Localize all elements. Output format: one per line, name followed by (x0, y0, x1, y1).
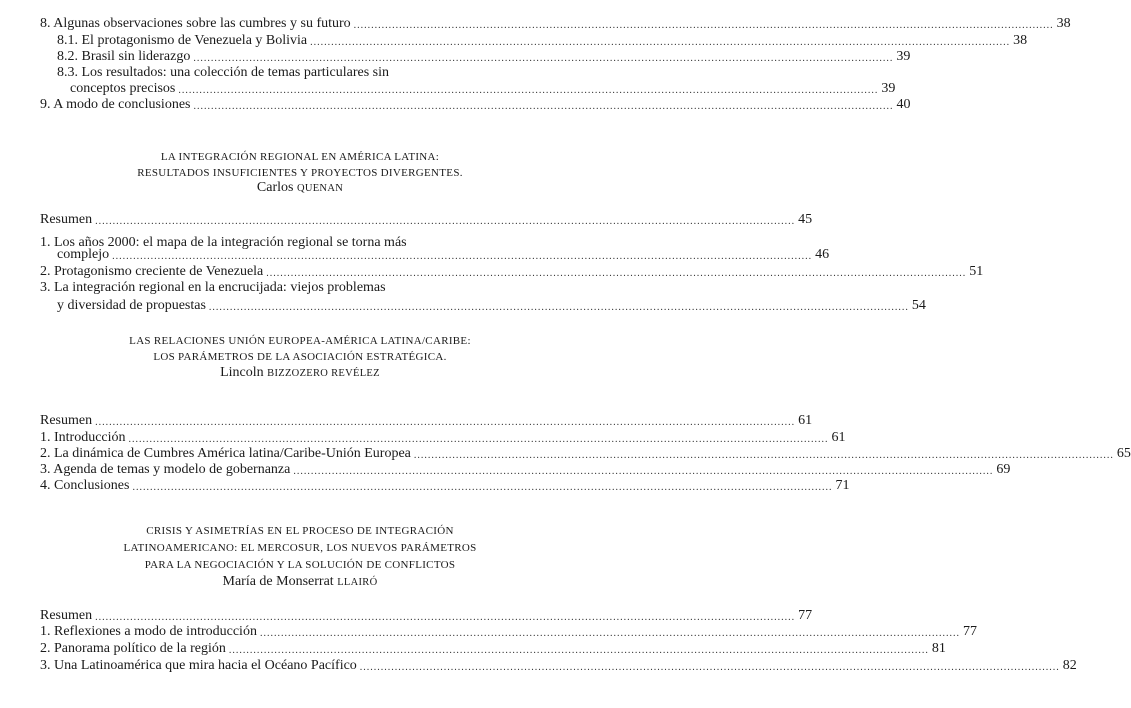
toc-entry-title: 3. Agenda de temas y modelo de gobernanza (40, 462, 291, 477)
toc-page-number: 61 (831, 430, 846, 445)
toc-entry-title: y diversidad de propuestas (57, 298, 206, 313)
author-last-name: BIZZOZERO REVÉLEZ (267, 368, 380, 379)
toc-entry-title: complejo (57, 247, 110, 262)
toc-entry[interactable] (40, 15, 1071, 33)
author-last-name: QUENAN (296, 183, 344, 194)
chapter-title-line: LAS RELACIONES UNIÓN EUROPEA-AMÉRICA LATINA/CARIBE: (129, 335, 471, 347)
toc-page-number: 38 (1056, 16, 1071, 31)
leader-dots: ........................................................................................................................................................................................................ (95, 612, 796, 623)
leader-dots: ........................................................................................................................................................................................................ (310, 37, 1011, 48)
toc-page-number: 45 (798, 212, 813, 227)
toc-entry[interactable] (57, 246, 830, 264)
toc-entry-title: 1. Reflexiones a modo de introducción (40, 624, 257, 639)
toc-entry-title: Resumen (40, 413, 93, 428)
toc-page-number: 46 (815, 247, 830, 262)
toc-entry-title: 1. Los años 2000: el mapa de la integración regional se torna más (40, 235, 407, 250)
toc-entry-title: 8.1. El protagonismo de Venezuela y Bolivia (57, 33, 308, 48)
toc-entry-title: 8.3. Los resultados: una colección de temas particulares sin (57, 65, 390, 80)
chapter-title-line: RESULTADOS INSUFICIENTES Y PROYECTOS DIVERGENTES. (137, 167, 463, 179)
leader-dots: ........................................................................................................................................................................................................ (132, 482, 833, 493)
toc-entry-title: 8. Algunas observaciones sobre las cumbres y su futuro (40, 16, 351, 31)
chapter-title-line: CRISIS Y ASIMETRÍAS EN EL PROCESO DE INTEGRACIÓN (146, 525, 454, 537)
leader-dots: ........................................................................................................................................................................................................ (95, 216, 796, 227)
toc-entry[interactable] (57, 297, 926, 315)
toc-entry-title: 2. La dinámica de Cumbres América latina/Caribe-Unión Europea (40, 446, 411, 461)
toc-entry[interactable] (40, 279, 560, 297)
leader-dots: ........................................................................................................................................................................................................ (359, 662, 1060, 673)
toc-page-number: 54 (911, 298, 926, 313)
toc-entry[interactable] (40, 211, 813, 229)
author-last-name: LLAIRÓ (337, 577, 378, 588)
toc-entry-title: 2. Panorama político de la región (40, 641, 226, 656)
leader-dots: ........................................................................................................................................................................................................ (208, 302, 909, 313)
toc-entry-title: 3. La integración regional en la encrucijada: viejos problemas (40, 280, 386, 295)
author-first-name: Carlos (256, 180, 294, 195)
leader-dots: ........................................................................................................................................................................................................ (259, 628, 960, 639)
toc-entry[interactable] (40, 477, 850, 495)
toc-entry-title: 4. Conclusiones (40, 478, 130, 493)
toc-entry-title: Resumen (40, 608, 93, 623)
leader-dots: ........................................................................................................................................................................................................ (112, 251, 813, 262)
toc-page-number: 38 (1013, 33, 1028, 48)
toc-page-number: 69 (996, 462, 1011, 477)
toc-entry[interactable] (40, 640, 946, 658)
chapter-title-line: LATINOAMERICANO: EL MERCOSUR, LOS NUEVOS PARÁMETROS (123, 542, 477, 554)
toc-entry-title: Resumen (40, 212, 93, 227)
toc-entry-title: 9. A modo de conclusiones (40, 97, 191, 112)
leader-dots: ........................................................................................................................................................................................................ (193, 101, 894, 112)
leader-dots: ........................................................................................................................................................................................................ (266, 268, 967, 279)
toc-page-number: 82 (1062, 658, 1077, 673)
toc-page-number: 71 (835, 478, 850, 493)
leader-dots: ........................................................................................................................................................................................................ (293, 466, 994, 477)
chapter-author (0, 179, 600, 198)
toc-page-number: 61 (798, 413, 813, 428)
toc-page-number: 51 (969, 264, 984, 279)
leader-dots: ........................................................................................................................................................................................................ (95, 417, 796, 428)
author-first-name: María de Monserrat (222, 574, 334, 589)
toc-page-number: 77 (962, 624, 977, 639)
toc-entry[interactable] (40, 412, 813, 430)
chapter-author (0, 573, 600, 592)
chapter-author (0, 364, 600, 383)
chapter-title-line: PARA LA NEGOCIACIÓN Y LA SOLUCIÓN DE CONFLICTOS (144, 559, 456, 571)
toc-entry[interactable] (40, 657, 1077, 675)
toc-page-number: 77 (798, 608, 813, 623)
toc-entry-title: 2. Protagonismo creciente de Venezuela (40, 264, 264, 279)
leader-dots: ........................................................................................................................................................................................................ (228, 645, 929, 656)
leader-dots: ........................................................................................................................................................................................................ (353, 20, 1054, 31)
leader-dots: ........................................................................................................................................................................................................ (178, 85, 879, 96)
toc-entry[interactable] (40, 623, 977, 641)
toc-entry[interactable] (40, 96, 911, 114)
toc-entry-title: 1. Introducción (40, 430, 126, 445)
author-first-name: Lincoln (220, 365, 264, 380)
toc-page-number: 40 (896, 97, 911, 112)
leader-dots: ........................................................................................................................................................................................................ (193, 53, 894, 64)
leader-dots: ........................................................................................................................................................................................................ (128, 434, 829, 445)
toc-entry-title: conceptos precisos (70, 81, 176, 96)
toc-page-number: 39 (896, 49, 911, 64)
toc-page-number: 81 (931, 641, 946, 656)
chapter-title-line: LOS PARÁMETROS DE LA ASOCIACIÓN ESTRATÉGICA. (153, 351, 447, 363)
toc-page-number: 39 (881, 81, 896, 96)
toc-page-number: 65 (1116, 446, 1131, 461)
toc-entry-title: 3. Una Latinoamérica que mira hacia el Océano Pacífico (40, 658, 357, 673)
chapter-title-line: LA INTEGRACIÓN REGIONAL EN AMÉRICA LATINA: (160, 151, 440, 163)
leader-dots: ........................................................................................................................................................................................................ (413, 450, 1114, 461)
toc-entry-title: 8.2. Brasil sin liderazgo (57, 49, 191, 64)
